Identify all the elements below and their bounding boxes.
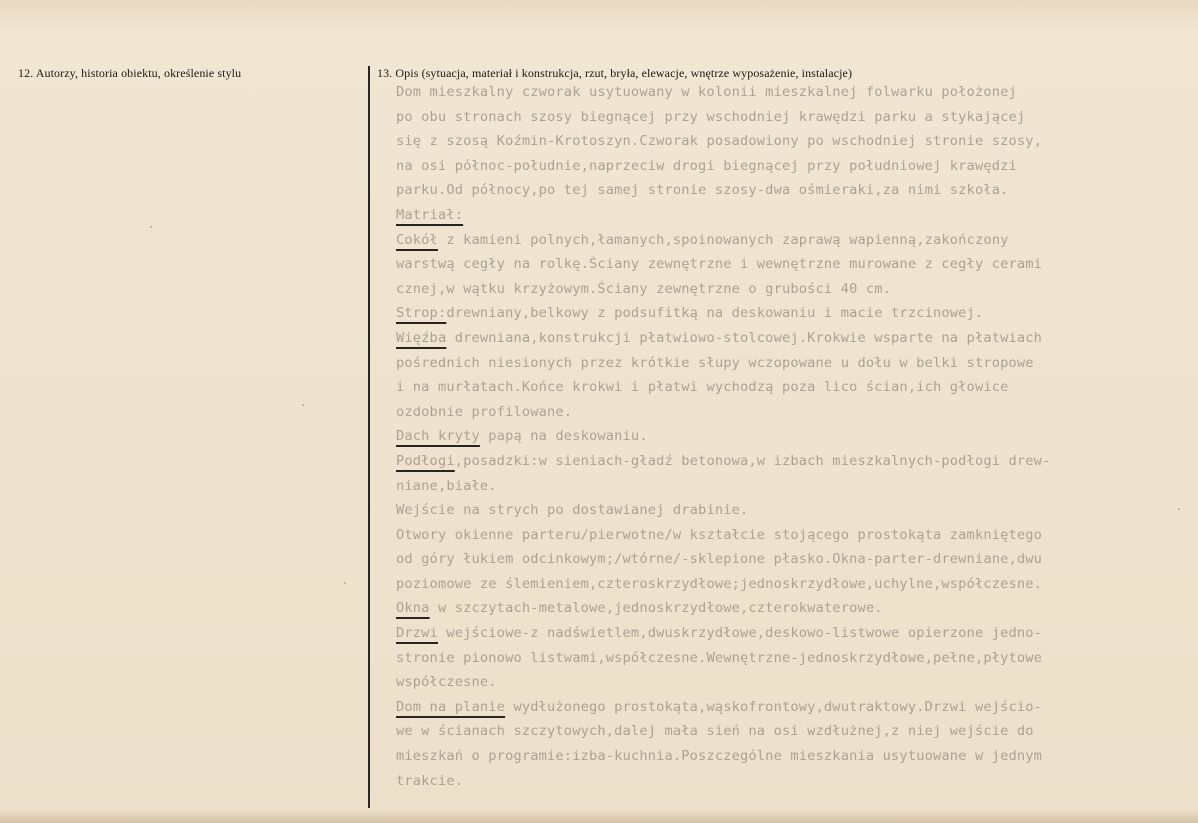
underlined-term: Dom na planie: [396, 698, 506, 715]
typed-text: w szczytach-metalowe,jednoskrzydłowe,czterokwaterowe.: [429, 600, 883, 617]
typed-text: drewniana,konstrukcji płatwiowo-stolcowej.Krokwie wsparte na płatwiach: [446, 329, 1043, 346]
typed-line: [396, 744, 1156, 769]
typed-text: warstwą cegły na rolkę.Ściany zewnętrzne i wewnętrzne murowane z cegły cerami: [396, 256, 1043, 273]
paper-speck: [150, 226, 152, 228]
typed-text: wydłużonego prostokąta,wąskofrontowy,dwutraktowy.Drzwi wejścio-: [505, 698, 1043, 715]
typed-line: [396, 178, 1156, 203]
paper-speck: [344, 582, 346, 584]
paper-speck: [302, 404, 304, 406]
typed-text: niane,białe.: [396, 477, 497, 494]
column-divider: [368, 66, 370, 808]
typed-line: [396, 400, 1156, 425]
typed-text: stronie pionowo listwami,współczesne.Wewnętrzne-jednoskrzydłowe,pełne,płytowe: [396, 649, 1043, 666]
typed-line: [396, 719, 1156, 744]
section-12-heading: 12. Autorzy, historia obiektu, określenie stylu: [18, 66, 242, 80]
typed-text: z kamieni polnych,łamanych,spoinowanych zaprawą wapienną,zakończony: [437, 231, 1009, 248]
underlined-term: Więźba: [396, 329, 447, 346]
typed-line: [396, 547, 1156, 572]
typed-line: [396, 375, 1156, 400]
typed-line: [396, 154, 1156, 179]
underlined-term: Dach kryty: [396, 428, 480, 445]
typed-line: [396, 621, 1156, 646]
typed-line: [396, 572, 1156, 597]
typed-line: [396, 277, 1156, 302]
typed-line: [396, 105, 1156, 130]
underlined-term: Drzwi: [396, 625, 438, 642]
underlined-term: Matriał:: [396, 206, 464, 223]
typed-text: Dom mieszkalny czworak usytuowany w kolonii mieszkalnej folwarku położonej: [396, 84, 1017, 100]
typed-text: współczesne.: [396, 674, 497, 691]
typed-line: [396, 203, 1156, 228]
typed-text: mieszkań o programie:izba-kuchnia.Poszczególne mieszkania usytuowane w jednym: [396, 748, 1043, 765]
paper-speck: [1178, 508, 1180, 510]
typed-text: papą na deskowaniu.: [479, 428, 648, 445]
underlined-term: Okna: [396, 600, 430, 617]
typed-text: poziomowe ze ślemieniem,czteroskrzydłowe;jednoskrzydłowe,uchylne,współczesne.: [396, 575, 1043, 592]
typed-text: ozdobnie profilowane.: [396, 403, 573, 420]
typed-line: [396, 80, 1156, 105]
section-13-heading: 13. Opis (sytuacja, materiał i konstrukcja, rzut, bryła, elewacje, wnętrze wyposażenie, instalacje): [377, 66, 853, 80]
typed-line: [396, 326, 1156, 351]
typed-text: po obu stronach szosy biegnącej przy wschodniej krawędzi parku a stykającej: [396, 108, 1026, 125]
typed-text: pośrednich niesionych przez krótkie słupy wczopowane u dołu w belki stropowe: [396, 354, 1034, 371]
typed-line: [396, 474, 1156, 499]
typed-text: ,posadzki:w sieniach-gładź betonowa,w izbach mieszkalnych-podłogi drew-: [454, 452, 1051, 469]
typed-line: [396, 228, 1156, 253]
typed-line: [396, 695, 1156, 720]
typed-line: [396, 670, 1156, 695]
underlined-term: Cokół: [396, 231, 438, 248]
typed-line: [396, 129, 1156, 154]
typed-line: [396, 252, 1156, 277]
typed-line: [396, 351, 1156, 376]
typed-line: [396, 424, 1156, 449]
typed-text: drewniany,belkowy z podsufitką na deskowaniu i macie trzcinowej.: [446, 305, 984, 322]
typed-text: cznej,w wątku krzyżowym.Ściany zewnętrzne o grubości 40 cm.: [396, 280, 892, 297]
typed-text: i na murłatach.Końce krokwi i płatwi wychodzą poza lico ścian,ich głowice: [396, 379, 1009, 396]
paper-bottom-edge: [0, 809, 1198, 823]
typed-line: [396, 523, 1156, 548]
typed-text: na osi północ-południe,naprzeciw drogi biegnącej przy południowej krawędzi: [396, 157, 1017, 174]
typed-text: wejściowe-z nadświetlem,dwuskrzydłowe,deskowo-listwowe opierzone jedno-: [437, 625, 1043, 642]
underlined-term: Podłogi: [396, 452, 455, 469]
paper-top-edge: [0, 0, 1198, 30]
typed-text: parku.Od północy,po tej samej stronie szosy-dwa ośmieraki,za nimi szkoła.: [396, 182, 1009, 199]
typed-text: we w ścianach szczytowych,dalej mała sień na osi wzdłużnej,z niej wejście do: [396, 723, 1034, 740]
typed-line: [396, 449, 1156, 474]
typed-line: [396, 646, 1156, 671]
typed-line: [396, 498, 1156, 523]
typed-text: Otwory okienne parteru/pierwotne/w kształcie stojącego prostokąta zamkniętego: [396, 526, 1043, 543]
typed-line: [396, 301, 1156, 326]
underlined-term: Strop:: [396, 305, 447, 322]
typed-text: trakcie.: [396, 772, 464, 789]
typed-line: [396, 596, 1156, 621]
typed-text: od góry łukiem odcinkowym;/wtórne/-sklepione płasko.Okna-parter-drewniane,dwu: [396, 551, 1043, 568]
typed-text: się z szosą Koźmin-Krotoszyn.Czworak posadowiony po wschodniej stronie szosy,: [396, 133, 1043, 150]
typed-description: [396, 80, 1156, 793]
typed-line: [396, 769, 1156, 794]
typed-text: Wejście na strych po dostawianej drabinie.: [396, 502, 749, 519]
